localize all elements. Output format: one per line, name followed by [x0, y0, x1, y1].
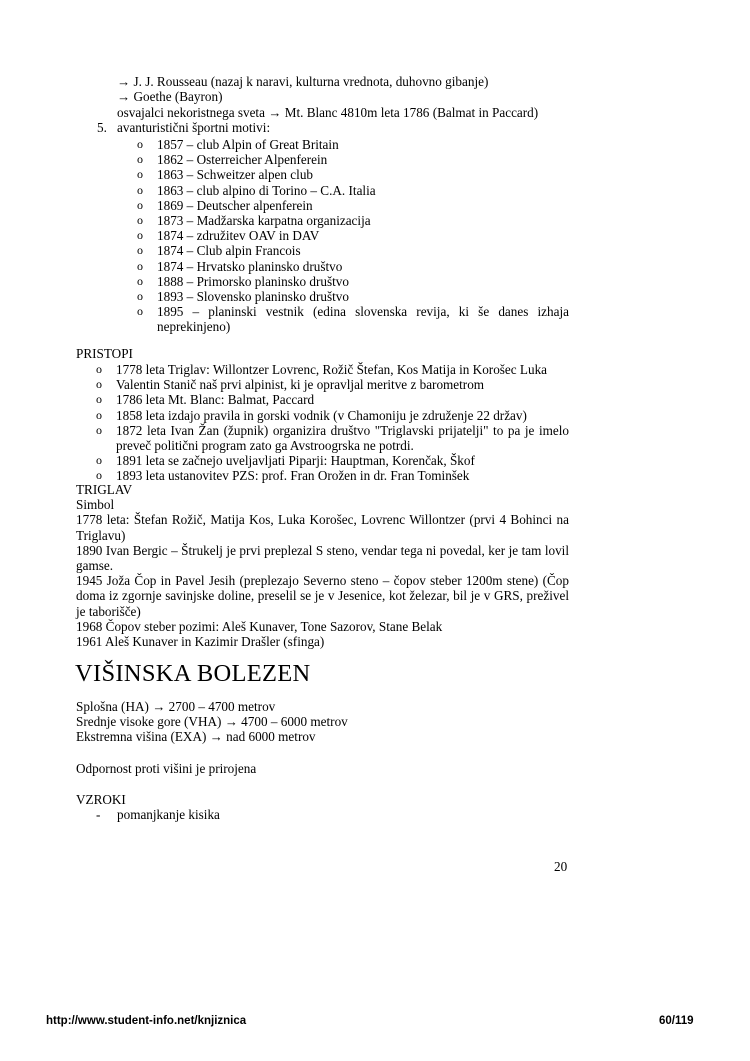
list-item: o 1786 leta Mt. Blanc: Balmat, Paccard	[96, 392, 315, 408]
list-item: o 1862 – Osterreicher Alpenferein	[137, 152, 328, 168]
bullet-circle: o	[96, 407, 102, 422]
list-item: o Valentin Stanič naš prvi alpinist, ki je opravljal meritve z barometrom	[96, 377, 485, 393]
triglav-paragraph: 1945 Joža Čop in Pavel Jesih (preplezajo Severno steno – čopov steber 1200m stene) (Čop doma iz zgornje savinjske doline, preselil se je v Jesenice, kot železar, bil je v GRS, preživel je taborišče)	[76, 573, 569, 619]
bullet-circle: o	[137, 228, 143, 243]
bullet-circle: o	[137, 213, 143, 228]
bullet-circle: o	[137, 289, 143, 304]
list-item: o 1857 – club Alpin of Great Britain	[137, 137, 339, 152]
bullet-circle: o	[137, 304, 143, 319]
triglav-paragraph: 1890 Ivan Bergic – Štrukelj je prvi preplezal S steno, vendar tega ni povedal, ker je tam lovil gamse.	[76, 542, 569, 574]
bullet-circle: o	[137, 273, 143, 288]
bullet-circle: o	[137, 182, 143, 197]
vzroki-heading: VZROKI	[76, 792, 126, 807]
intro-rousseau: → J. J. Rousseau (nazaj k naravi, kulturna vrednota, duhovno gibanje)	[117, 74, 489, 89]
bullet-circle: o	[137, 243, 143, 258]
altitude-levels	[76, 699, 750, 745]
list-item: o 1893 – Slovensko planinsko društvo	[137, 289, 349, 305]
altitude-level: Splošna (HA) → 2700 – 4700 metrov	[76, 699, 276, 714]
pristopi-list	[96, 362, 569, 484]
list-item: o 1863 – club alpino di Torino – C.A. Italia	[137, 182, 376, 198]
triglav-paragraph: 1778 leta: Štefan Rožič, Matija Kos, Luka Korošec, Lovrenc Willontzer (prvi 4 Bohinci na Triglavu)	[76, 512, 569, 543]
list-item: o 1873 – Madžarska karpatna organizacija	[137, 213, 371, 229]
bullet-circle: o	[137, 197, 143, 212]
triglav-paragraph: 1961 Aleš Kunaver in Kazimir Drašler (sfinga)	[76, 634, 325, 650]
triglav-simbol: Simbol	[76, 497, 115, 513]
intro-osvajalci: osvajalci nekoristnega sveta → Mt. Blanc 4810m leta 1786 (Balmat in Paccard)	[117, 105, 539, 120]
list-item: o 1874 – Club alpin Francois	[137, 243, 301, 259]
footer-url[interactable]: http://www.student-info.net/knjiznica	[46, 1015, 247, 1027]
bullet-circle: o	[137, 167, 143, 182]
section-title: VIŠINSKA BOLEZEN	[75, 660, 311, 687]
bullet-circle: o	[137, 258, 143, 273]
bullet-circle: o	[96, 422, 102, 437]
list-item: o 1893 leta ustanovitev PZS: prof. Fran Orožen in dr. Fran Tominšek	[96, 468, 470, 484]
list-item: o 1895 – planinski vestnik (edina slovenska revija, ki še danes izhaja neprekinjeno)	[137, 304, 569, 335]
intro-osvajalci-block	[117, 105, 750, 120]
footer-pages: 60/119	[659, 1015, 694, 1027]
point5-label: avanturistični športni motivi:	[117, 120, 271, 135]
intro-section	[117, 74, 750, 104]
point5-number: 5.	[97, 120, 107, 135]
altitude-level: Ekstremna višina (EXA) → nad 6000 metrov	[76, 729, 316, 745]
point5-heading	[97, 120, 750, 135]
triglav-heading: TRIGLAV	[76, 482, 133, 497]
list-item: o 1891 leta se začnejo uveljavljati Piparji: Hauptman, Korenčak, Škof	[96, 453, 475, 469]
club-list	[137, 137, 569, 335]
bullet-circle: o	[137, 152, 143, 167]
list-item: o 1874 – Hrvatsko planinsko društvo	[137, 258, 343, 274]
vzroki-item	[96, 807, 750, 822]
list-item: o 1872 leta Ivan Žan (župnik) organizira društvo "Triglavski prijatelji" to pa je imelo preveč politični program zato ga Avstroogrska ne potrdi.	[96, 422, 569, 454]
pristopi-heading: PRISTOPI	[76, 346, 133, 361]
bullet-circle: o	[137, 137, 143, 151]
bullet-circle: o	[96, 377, 102, 392]
odpornost-text: Odpornost proti višini je prirojena	[76, 761, 257, 776]
bullet-circle: o	[96, 468, 102, 483]
bullet-circle: o	[96, 453, 102, 468]
triglav-paragraph: 1968 Čopov steber pozimi: Aleš Kunaver, Tone Sazorov, Stane Belak	[76, 618, 443, 634]
list-item: o 1869 – Deutscher alpenferein	[137, 197, 313, 213]
list-item: o 1858 leta izdajo pravila in gorski vodnik (v Chamoniju je združenje 22 držav)	[96, 407, 527, 423]
list-item: o 1863 – Schweitzer alpen club	[137, 167, 314, 183]
intro-goethe: → Goethe (Bayron)	[117, 89, 223, 105]
page-number: 20	[554, 859, 568, 874]
bullet-dash: -	[96, 807, 101, 822]
list-item: o 1778 leta Triglav: Willontzer Lovrenc, Rožič Štefan, Kos Matija in Korošec Luka	[96, 362, 548, 377]
bullet-circle: o	[96, 362, 102, 376]
altitude-level: Srednje visoke gore (VHA) → 4700 – 6000 metrov	[76, 714, 348, 730]
triglav-section	[76, 482, 569, 649]
list-item: o 1874 – združitev OAV in DAV	[137, 228, 320, 244]
bullet-circle: o	[96, 392, 102, 407]
list-item: o 1888 – Primorsko planinsko društvo	[137, 273, 349, 289]
vzroki-text: pomanjkanje kisika	[117, 807, 220, 822]
